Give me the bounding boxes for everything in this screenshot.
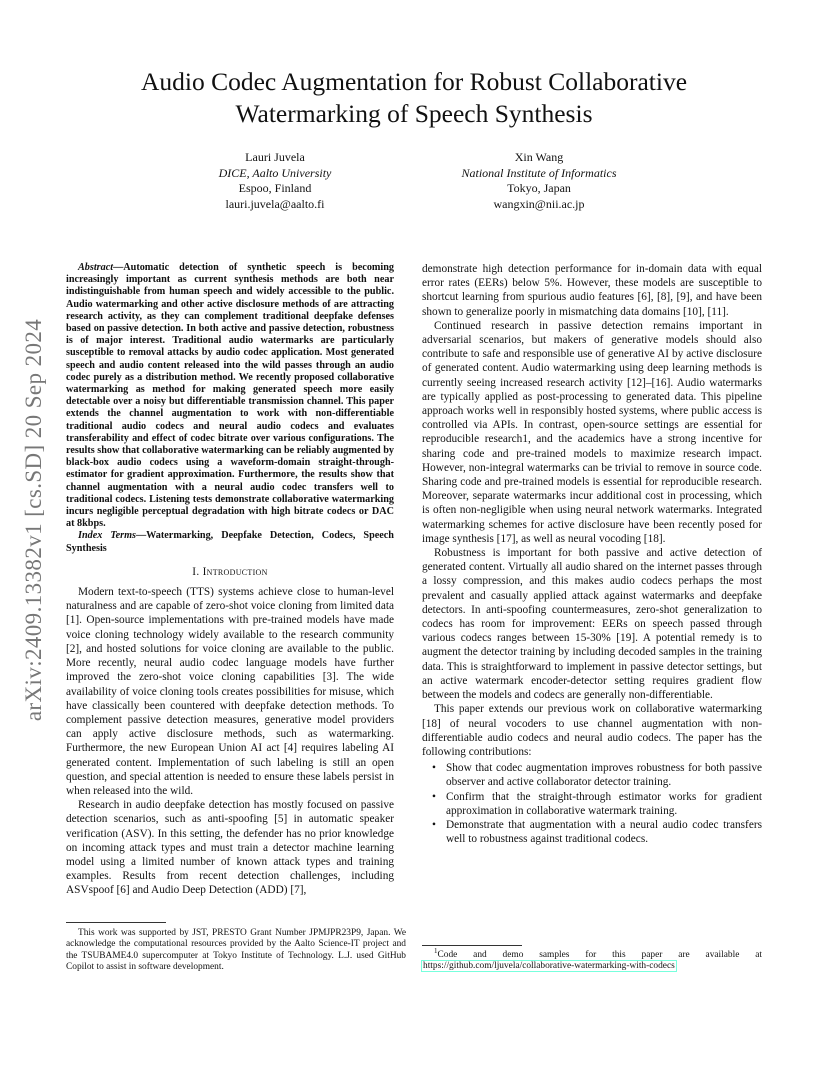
title-line-1: Audio Codec Augmentation for Robust Collaborative <box>140 67 688 96</box>
left-column <box>66 262 394 898</box>
footnote-link[interactable]: https://github.com/ljuvela/collaborative-watermarking-with-codecs <box>423 961 675 972</box>
index-terms <box>66 530 394 554</box>
right-footnote <box>422 946 762 973</box>
arxiv-side-stamp <box>10 285 58 755</box>
paragraph-4: Continued research in passive detection remains important in adversarial scenarios, but makers of generative models should also contribute to safe and responsible use of generative AI by active disclosure of generated content. Audio watermarking using deep learning methods is currently seeing increased research activity [12]–[16]. Audio watermarks are typically applied as post-processing to generated data. This pipeline approach works well in responsibly hosted systems, where public access is controlled via APIs. In contrast, open-source settings are essential for reproducible research1, and the academics have a strong incentive for sharing code and pre-trained models to maximize research impact. However, non-integral watermarks can be trivial to remove in source code. Sharing code and pre-trained models is essential for reproducible research. Moreover, separate watermarks incur additional cost in processing, which is often non-negligible when using neural network watermarks. Integrated watermarking schemes for active disclosure have been recently posed for image synthesis [17], as well as neural vocoding [18]. <box>422 319 762 545</box>
footnote-rule-right <box>422 945 522 946</box>
index-terms-label: Index Terms <box>78 530 136 542</box>
section-number: I. <box>192 565 203 578</box>
paragraph-3: demonstrate high detection performance for in-domain data with equal error rates (EERs) below 5%. However, these models are susceptible to shortcut learning from spurious audio features [6], [8], [9], and have been shown to generalize poorly in mismatching data domains [10], [11]. <box>422 263 762 318</box>
footnote-mark: 1 <box>434 946 438 955</box>
footnote-text: Code and demo samples for this paper are available at <box>437 950 762 960</box>
abstract-text: —Automatic detection of synthetic speech is becoming increasingly important as current synthesis methods are both near indistinguishable from human speech and widely accessible to the public. Audio watermarking and other active disclosure methods of are attracting research activity, as they can complement traditional deepfake defenses based on passive detection. In both active and passive detection, robustness is of major interest. Traditional audio watermarks are particularly susceptible to removal attacks by audio codec application. Most generated speech and audio content released into the wild passes through an audio codec purely as a distribution method. We recently proposed collaborative watermarking as method for making generated speech more easily detectable over a noisy but differentiable transmission channel. This paper extends the channel augmentation to work with non-differentiable traditional audio codecs and neural audio codecs and evaluates transferability and effect of codec bitrate over various configurations. The results show that collaborative watermarking can be reliably augmented by black-box audio codecs using a waveform-domain straight-through-estimator for gradient approximation. Furthermore, the results show that channel augmentation with a neural audio codec transfers well to traditional codecs. Listening tests demonstrate collaborative watermarking incurs negligible perceptual degradation with high bitrate codecs or DAC at 8kbps. <box>66 262 394 530</box>
paragraph-5: Robustness is important for both passive and active detection of generated content. Virtually all audio shared on the internet passes through a lossy compression, and this makes audio codecs perhaps the most prevalent and casually applied attack against watermarks and deepfake detectors. In anti-spoofing countermeasures, zero-shot generalization to codecs has room for improvement: EERs on speech passed through various codecs ranges between 15-30% [19]. A potential remedy is to augment the detector training by including decoded samples in the training data. This is straightforward to implement in passive detector settings, but an active watermark encoder-detector setting requires gradient flow between the models and codecs are generally non-differentiable. <box>422 547 762 702</box>
author-name: Lauri Juvela <box>245 150 305 164</box>
arxiv-identifier: arXiv:2409.13382v1 [cs.SD] 20 Sep 2024 <box>21 318 46 722</box>
paragraph-1: Modern text-to-speech (TTS) systems achieve close to human-level naturalness and are capable of zero-shot voice cloning from limited data [1]. Open-source implementations with pre-trained models have made voice cloning technology widely available to the research community [2], and hosted solutions for voice cloning are available to the public. More recently, neural audio codec language models have further improved the zero-shot voice cloning capabilities [3]. The wide availability of voice cloning tools creates possibilities for misuse, which have classically been countered with deepfake detection methods. To complement passive detection measures, generative model providers can apply active disclosure methods, such as watermarking. Furthermore, the new European Union AI act [4] requires labeling AI generated content. Implementation of such labeling is still an open question, and special attention is needed to ensure these labels persist in when released into the wild. <box>66 586 394 797</box>
right-column <box>422 262 762 846</box>
author-block-1 <box>145 150 405 212</box>
author-email[interactable]: wangxin@nii.ac.jp <box>493 196 585 211</box>
author-affiliation: DICE, Aalto University <box>218 165 332 180</box>
list-item: • Show that codec augmentation improves robustness for both passive observer and active collaborator detector training. <box>422 761 762 789</box>
abstract-label: Abstract <box>78 262 114 273</box>
contributions-list <box>422 761 762 846</box>
author-email[interactable]: lauri.juvela@aalto.fi <box>225 196 325 211</box>
title-line-2: Watermarking of Speech Synthesis <box>235 99 593 128</box>
author-block-2 <box>409 150 669 212</box>
author-affiliation: National Institute of Informatics <box>461 165 617 180</box>
section-heading <box>66 565 394 579</box>
author-location: Espoo, Finland <box>238 181 312 195</box>
footnote-rule-left <box>66 922 166 923</box>
author-name: Xin Wang <box>514 150 564 164</box>
left-footnote: This work was supported by JST, PRESTO Grant Number JPMJPR23P9, Japan. We acknowledge the computational resources provided by the Aalto Science-IT project and the TSUBAME4.0 supercomputer at Tokyo Institute of Technology. L.J. used GitHub Copilot to assist in software development. <box>66 928 406 973</box>
list-item: • Confirm that the straight-through estimator works for gradient approximation in collaborative watermark training. <box>422 790 762 818</box>
list-item: • Demonstrate that augmentation with a neural audio codec transfers well to robustness against traditional codecs. <box>422 818 762 846</box>
index-terms-text: —Watermarking, Deepfake Detection, Codecs, Speech Synthesis <box>66 530 394 554</box>
abstract <box>66 262 394 530</box>
author-location: Tokyo, Japan <box>507 181 571 195</box>
paper-title <box>0 66 828 130</box>
paragraph-6: This paper extends our previous work on collaborative watermarking [18] of neural vocoders to use channel augmentation with non-differentiable audio codecs and neural audio codecs. The paper has the following contributions: <box>422 703 762 758</box>
paragraph-2: Research in audio deepfake detection has mostly focused on passive detection scenarios, such as anti-spoofing [5] in automatic speaker verification (ASV). In this setting, the defender has no prior knowledge on incoming attack types and must train a detector machine learning model using a limited number of known attack types and training examples. Results from recent detection challenges, including ASVspoof [6] and Audio Deep Detection (ADD) [7], <box>66 799 394 897</box>
section-title: Introduction <box>202 565 268 578</box>
